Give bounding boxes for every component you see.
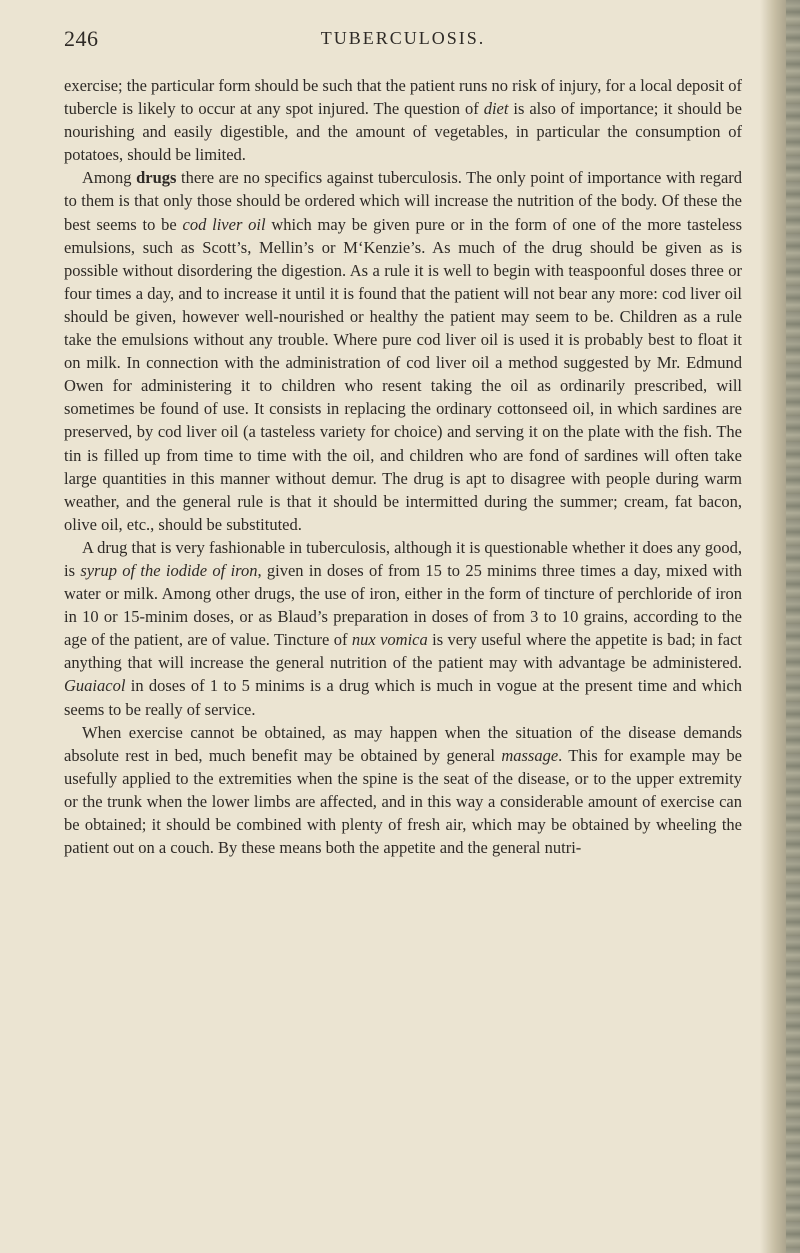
running-head xyxy=(64,26,742,56)
emphasis-nux-vomica: nux vomica xyxy=(351,630,428,650)
emphasis-cod-liver-oil: cod liver oil xyxy=(182,214,266,234)
page-number: 246 xyxy=(64,26,99,51)
body-text xyxy=(64,74,742,859)
paragraph-diet: exercise; the particular form should be such that the patient runs no risk of injury, for a local deposit of tubercle is likely to occur at any spot injured. The question of diet is also of importance; it should be nourishing and easily digestible, and the amount of vegetables, in particular the consumption of potatoes, should be limited. xyxy=(64,76,742,165)
emphasis-diet: diet xyxy=(483,99,509,119)
emphasis-guaiacol: Guaiacol xyxy=(64,676,126,696)
emphasis-drugs: drugs xyxy=(136,168,177,188)
emphasis-syrup-iodide-iron: syrup of the iodide of iron xyxy=(80,560,258,580)
paragraph-iron: A drug that is very fashionable in tuberculosis, although it is questionable whether it does any good, is syrup of the iodide of iron, given in doses of from 15 to 25 minims three times a day, mixed with water or milk. Among other drugs, the use of iron, either in the form of tincture of perchloride of iron in 10 or 15-minim doses, or as Blaud’s preparation in doses of from 3 to 10 grains, according to the age of the patient, are of value. Tincture of nux vomica is very useful where the appetite is bad; in fact anything that will increase the general nutrition of the patient may with advantage be administered. Guaiacol in doses of 1 to 5 minims is a drug which is much in vogue at the present time and which seems to be really of service. xyxy=(64,537,742,719)
running-title: TUBERCULOSIS. xyxy=(320,28,486,48)
page-edge-shadow xyxy=(760,0,800,1253)
emphasis-massage: massage xyxy=(501,745,559,765)
paragraph-drugs: Among drugs there are no specifics against tuberculosis. The only point of importance with regard to them is that only those should be ordered which will increase the nutrition of the body. Of these the best seems to be cod liver oil which may be given pure or in the form of one of the more tasteless emulsions, such as Scott’s, Mellin’s or M‘Kenzie’s. As much of the drug should be given as is possible without disordering the digestion. As a rule it is well to begin with teaspoonful doses three or four times a day, and to increase it until it is found that the patient will not bear any more: cod liver oil should be given, however well-nourished or healthy the patient may seem to be. Children as a rule take the emulsions without any trouble. Where pure cod liver oil is used it is probably best to float it on milk. In connection with the administration of cod liver oil a method suggested by Mr. Edmund Owen for administering it to children who resent taking the oil as ordinarily prescribed, will sometimes be found of use. It consists in replacing the ordinary cottonseed oil, in which sardines are preserved, by cod liver oil (a tasteless variety for choice) and serving it on the plate with the fish. The tin is filled up from time to time with the oil, and children who are fond of sardines will often take large quantities in this manner without demur. The drug is apt to disagree with people during warm weather, and the general rule is that it should be intermitted during the summer; cream, fat bacon, olive oil, etc., should be substituted. xyxy=(64,168,743,534)
paragraph-massage: When exercise cannot be obtained, as may happen when the situation of the disease demands absolute rest in bed, much benefit may be obtained by general massage. This for example may be usefully applied to the extremities when the spine is the seat of the disease, or to the upper extremity or the trunk when the lower limbs are affected, and in this way a considerable amount of exercise can be obtained; it should be combined with plenty of fresh air, which may be obtained by wheeling the patient out on a couch. By these means both the appetite and the general nutri- xyxy=(64,722,742,858)
